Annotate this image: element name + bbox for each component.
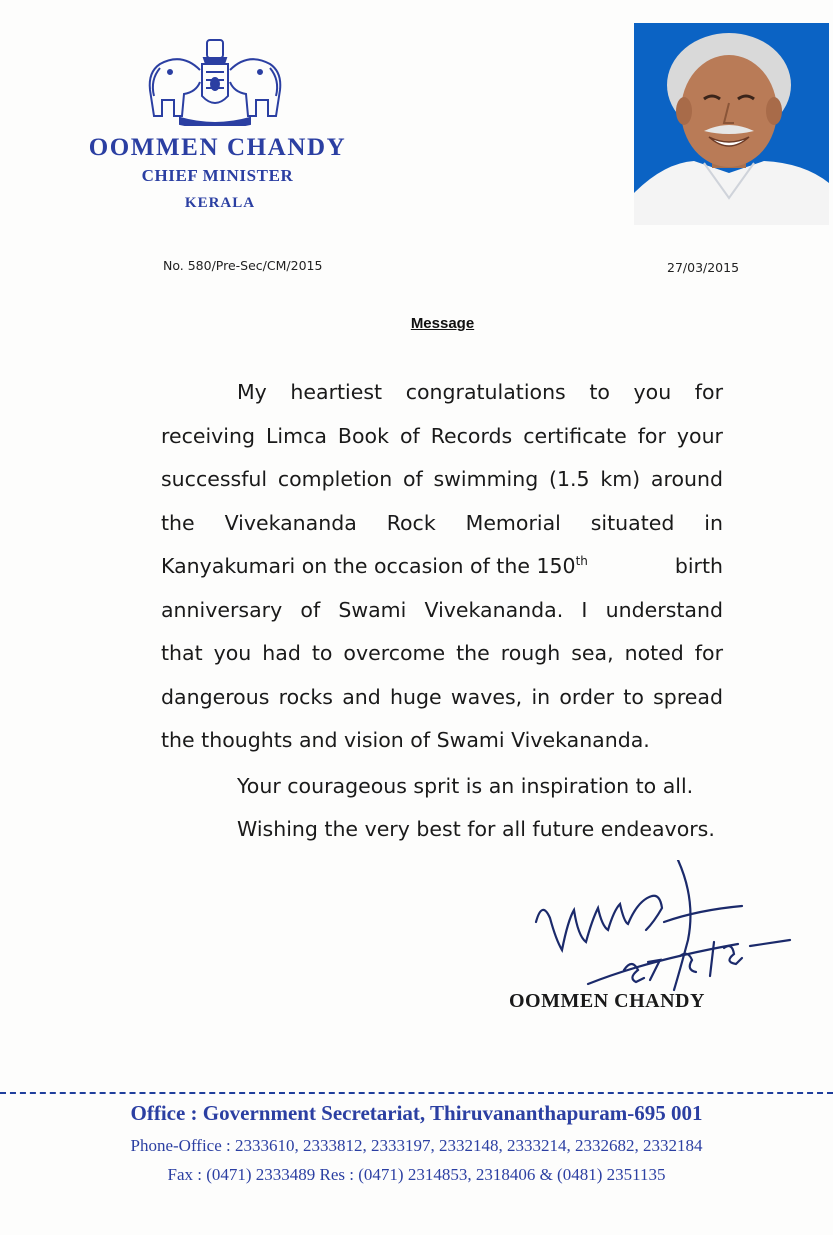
message-line: receiving Limca Book of Records certificate for your [161,423,723,448]
message-line: the Vivekananda Rock Memorial situated in [161,510,723,535]
message-line: dangerous rocks and huge waves, in order to spread [161,684,723,709]
signatory-name: OOMMEN CHANDY [509,990,705,1012]
letterhead-name: OOMMEN CHANDY [88,134,347,161]
letter-date: 27/03/2015 [667,260,740,275]
message-line [161,545,723,589]
message-paragraph-3: Wishing the very best for all future endeavors. [237,817,715,841]
portrait-photo [634,23,829,225]
message-line: My heartiest congratulations to you for [237,380,723,404]
message-line-text: Kanyakumari on the occasion of the 150 [161,554,576,578]
fax-and-residence: Fax : (0471) 2333489 Res : (0471) 2314853, 2318406 & (0481) 2351135 [167,1165,666,1184]
message-line: the thoughts and vision of Swami Vivekananda. [161,728,650,752]
office-phones: Phone-Office : 2333610, 2333812, 2333197, 2332148, 2333214, 2332682, 2332184 [130,1136,703,1155]
letterhead-state: KERALA [184,195,256,211]
superscript: th [575,554,588,569]
message-line: successful completion of swimming (1.5 km) around [161,467,723,491]
message-line-text: birth [674,554,723,578]
letterhead-title: CHIEF MINISTER [141,166,294,185]
message-line: that you had to overcome the rough sea, noted for [161,641,723,665]
message-line: anniversary of Swami Vivekananda. I understand [161,597,723,622]
reference-number: No. 580/Pre-Sec/CM/2015 [163,258,323,273]
message-paragraph-1 [161,371,723,763]
kerala-emblem-icon [140,34,290,126]
handwritten-signature [528,860,798,1000]
footer-divider [0,1092,833,1094]
message-paragraph-2: Your courageous sprit is an inspiration to all. [237,774,694,798]
office-address: Office : Government Secretariat, Thiruvananthapuram-695 001 [130,1101,703,1125]
message-heading: Message [410,315,475,332]
